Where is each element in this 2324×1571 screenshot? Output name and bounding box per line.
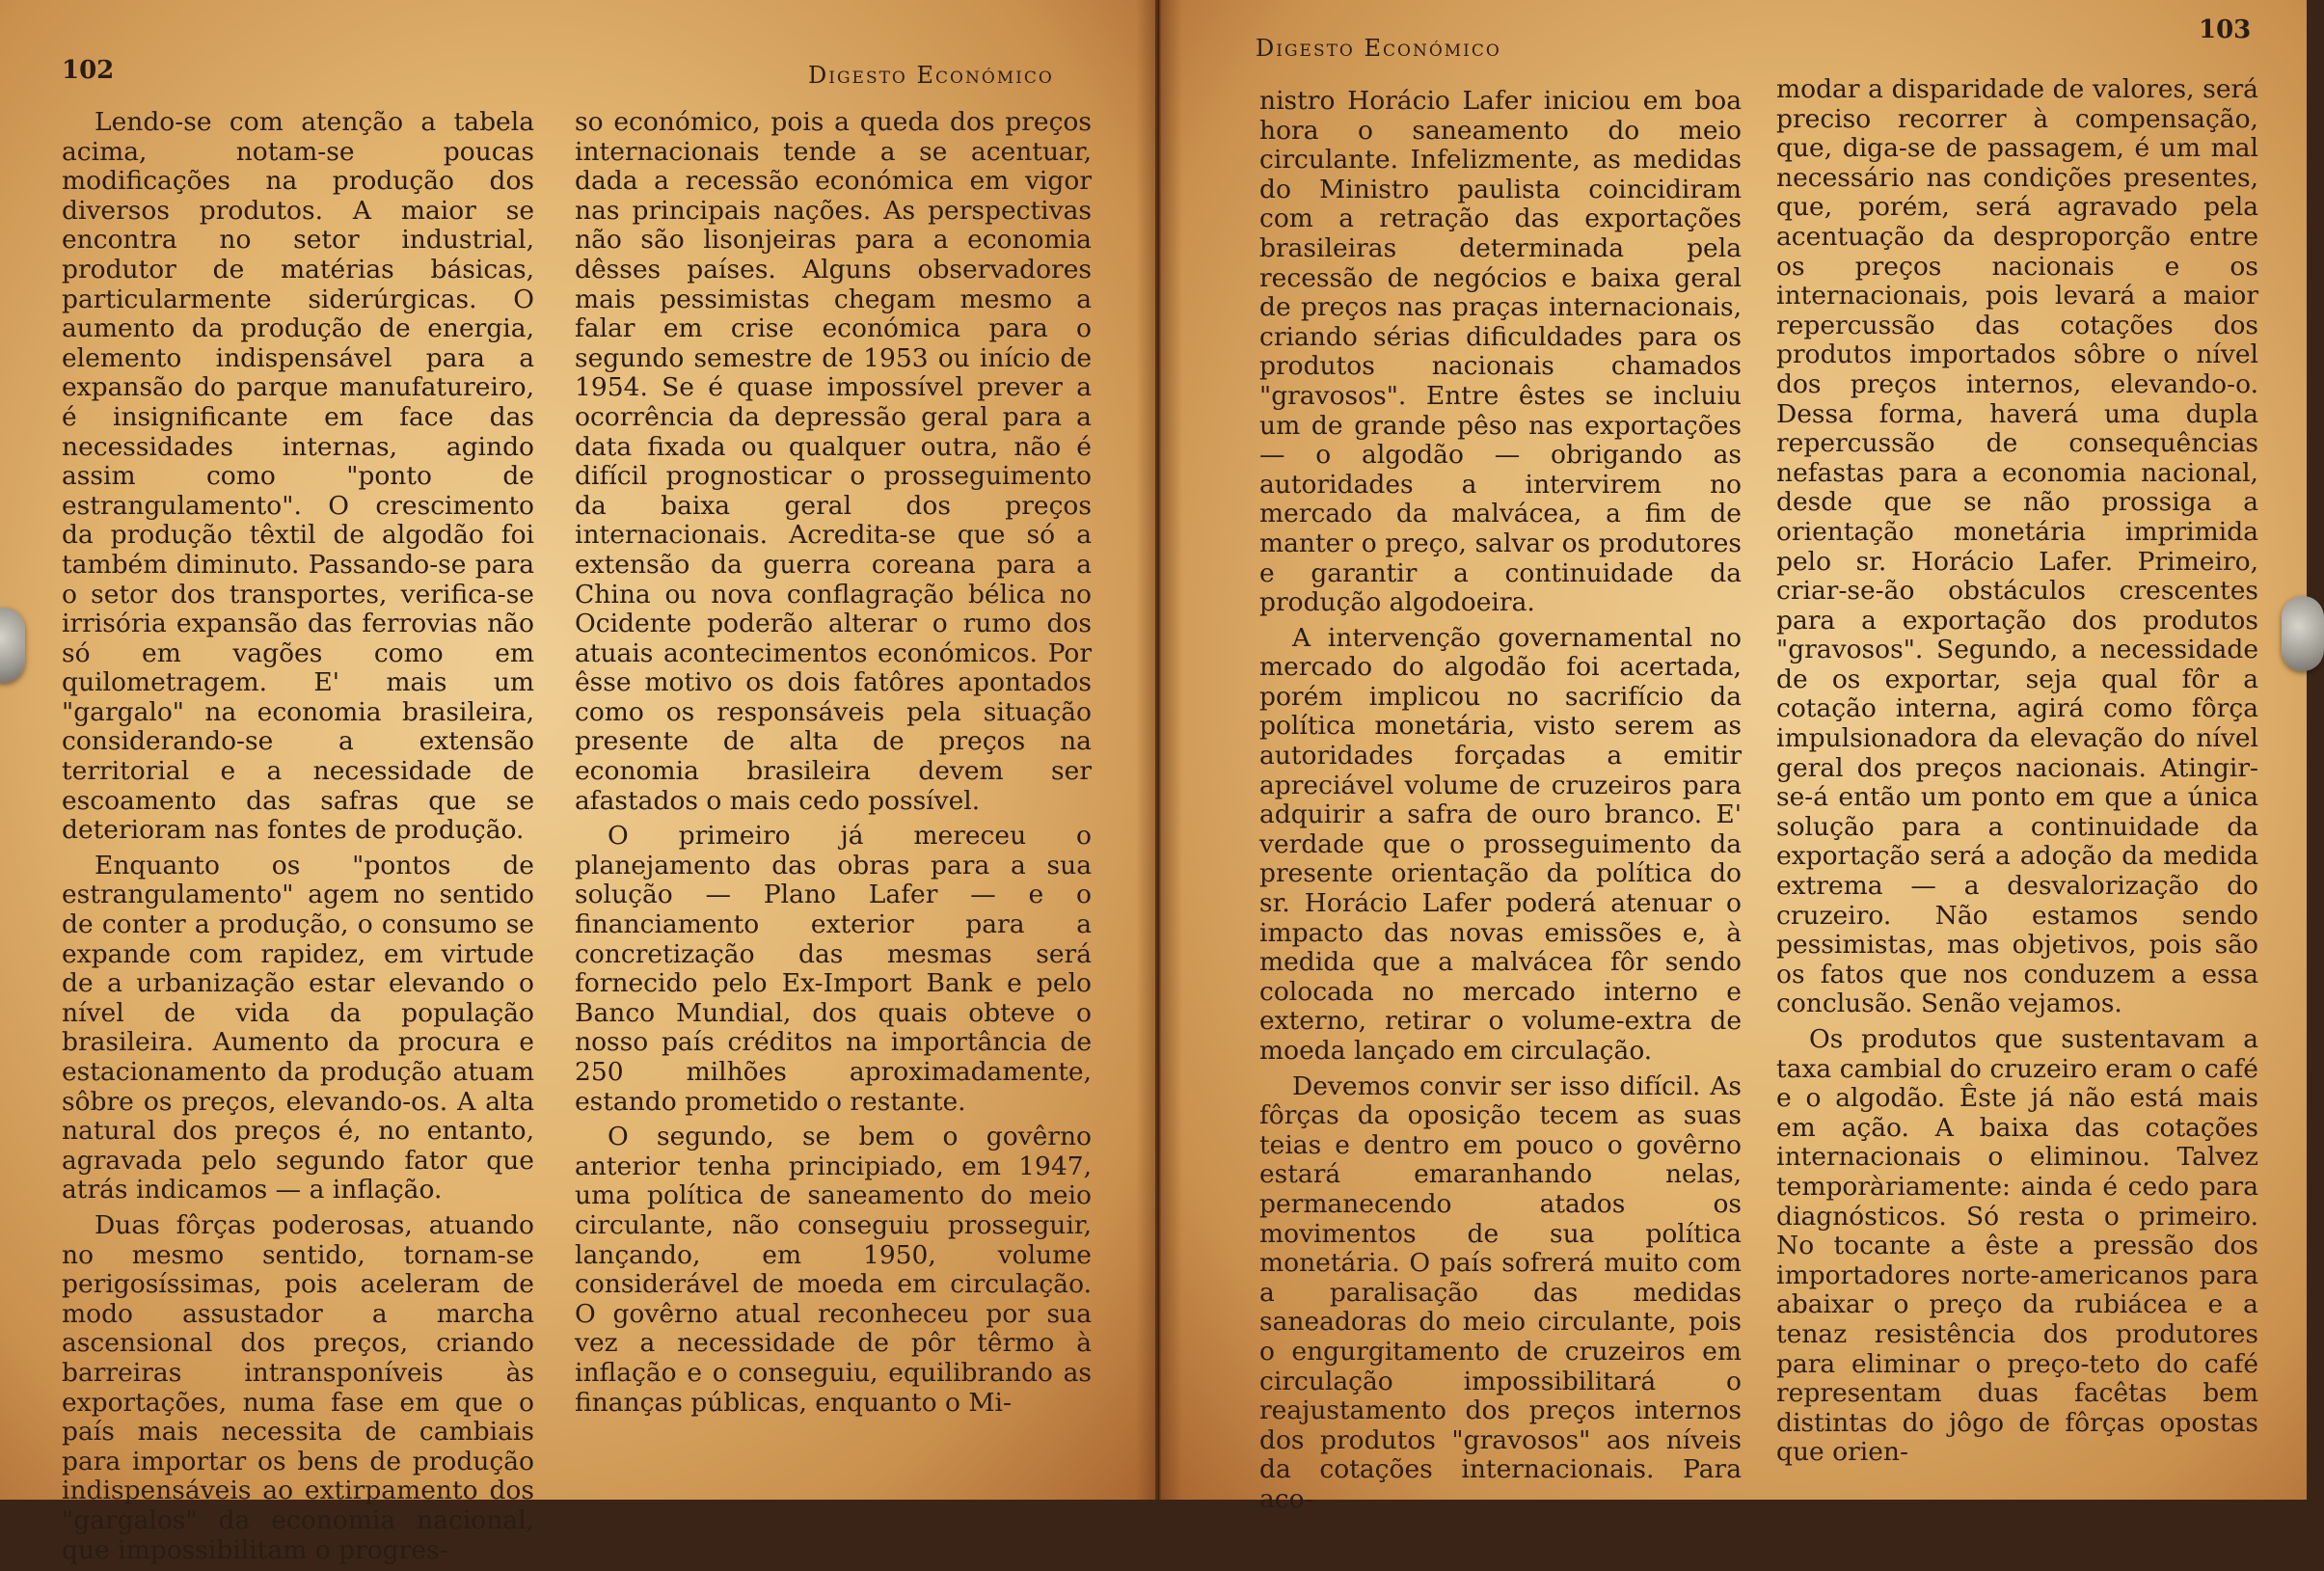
text-column-2 <box>575 108 1092 1423</box>
paragraph: so económico, pois a queda dos preços internacionais tende a se acentuar, dada a recessão económica em vigor nas principais nações. As perspectivas não são lisonjeiras para a economia dêsses países. Alguns observadores mais pessimistas chegam mesmo a falar em crise económica para o segundo semestre de 1953 ou início de 1954. Se é quase impossível prever a ocorrência da depressão geral para a data fixada ou qualquer outra, não é difícil prognosticar o prosseguimento da baixa geral dos preços internacionais. Acredita-se que só a extensão da guerra coreana para a China ou nova conflagração bélica no Ocidente poderão alterar o rumo dos atuais acontecimentos económicos. Por êsse motivo os dois fatôres apontados como os responsáveis pela situação presente de alta de preços na economia brasileira devem ser afastados o mais cedo possível. <box>575 107 1092 816</box>
running-head: Digesto Económico <box>808 62 1054 89</box>
page-number: 102 <box>62 56 115 85</box>
binder-clip-icon <box>2282 596 2324 671</box>
paragraph: Duas fôrças poderosas, atuando no mesmo sentido, tornam-se perigosíssimas, pois aceleram de modo assustador a marcha ascensional dos preços, criando barreiras intransponíveis às exportações, numa fase em que o país mais necessita de cambiais para importar os bens de produção indispensáveis ao extirpamento dos "gargalos" da economia nacional, que impossibilitam o progres- <box>62 1209 534 1565</box>
paragraph: Os produtos que sustentavam a taxa cambial do cruzeiro eram o café e o algodão. Êste já não está mais em ação. A baixa das cotações internacionais o eliminou. Talvez temporàriamente: ainda é cedo para diagnósticos. Só resta o primeiro. No tocante a êste a pressão dos importadores norte-americanos para abaixar o preço da rubiácea e a tenaz resistência dos produtores para eliminar o preço-teto do café representam duas facêtas bem distintas do jôgo de fôrças opostas que orien- <box>1776 1024 2258 1468</box>
page-number: 103 <box>2199 15 2252 44</box>
paragraph: Lendo-se com atenção a tabela acima, notam-se poucas modificações na produção dos diversos produtos. A maior se encontra no setor industrial, produtor de matérias básicas, particularmente siderúrgicas. O aumento da produção de energia, elemento indispensável para a expansão do parque manufatureiro, é insignificante em face das necessidades internas, agindo assim como "ponto de estrangulamento". O crescimento da produção têxtil de algodão foi também diminuto. Passando-se para o setor dos transportes, verifica-se irrisória expansão das ferrovias não só em vagões como em quilometragem. E' mais um "gargalo" na economia brasileira, considerando-se a extensão territorial e a necessidade de escoamento das safras que se deterioram nas fontes de produção. <box>62 107 534 846</box>
paragraph: O primeiro já mereceu o planejamento das obras para a sua solução — Plano Lafer — e o financiamento exterior para a concretização das mesmas será fornecido pelo Ex-Import Bank e pelo Banco Mundial, dos quais obteve o nosso país créditos na importância de 250 milhões aproximadamente, estando prometido o restante. <box>575 821 1092 1117</box>
running-head: Digesto Económico <box>1256 35 1501 62</box>
paragraph: Devemos convir ser isso difícil. As fôrças da oposição tecem as suas teias e dentro em pouco o govêrno estará emaranhando nelas, permanecendo atados os movimentos de sua política monetária. O país sofrerá muito com a paralisação das medidas saneadoras do meio circulante, pois o engurgitamento de cruzeiros em circulação impossibilitará o reajustamento dos preços internos dos produtos "gravosos" aos níveis da cotações internacionais. Para aco- <box>1259 1070 1742 1514</box>
text-column-1 <box>1259 87 1742 1521</box>
left-page <box>0 0 1155 1565</box>
paragraph: Enquanto os "pontos de estrangulamento" agem no sentido de conter a produção, o consumo se expande com rapidez, em virtude de a urbanização estar elevando o nível de vida da população brasileira. Aumento da procura e estacionamento da produção atuam sôbre os preços, elevando-os. A alta natural dos preços é, no entanto, agravada pelo segundo fator que atrás indicamos — a inflação. <box>62 850 534 1205</box>
paragraph: O segundo, se bem o govêrno anterior tenha principiado, em 1947, uma política de saneamento do meio circulante, não conseguiu prosseguir, lançando, em 1950, volume considerável de moeda em circulação. O govêrno atual reconheceu por sua vez a necessidade de pôr têrmo à inflação e o conseguiu, equilibrando as finanças públicas, enquanto o Mi- <box>575 1122 1092 1418</box>
text-column-2 <box>1776 75 2258 1474</box>
paragraph: A intervenção governamental no mercado do algodão foi acertada, porém implicou no sacrifício da política monetária, visto serem as autoridades forçadas a emitir apreciável volume de cruzeiros para adquirir a safra de ouro branco. E' verdade que o prosseguimento da presente orientação da política do sr. Horácio Lafer poderá atenuar o impacto das novas emissões e, à medida que a malvácea fôr sendo colocada no mercado interno e externo, retirar o volume-extra de moeda lançado em circulação. <box>1259 622 1742 1066</box>
text-column-1 <box>62 108 534 1571</box>
right-page <box>1159 0 2307 1514</box>
paragraph: modar a disparidade de valores, será preciso recorrer à compensação, que, diga-se de passagem, é um mal necessário nas condições presentes, que, porém, será agravado pela acentuação da desproporção entre os preços nacionais e os internacionais, pois levará a maior repercussão das cotações dos produtos importados sôbre o nível dos preços internos, elevando-o. Dessa forma, haverá uma dupla repercussão de consequências nefastas para a economia nacional, desde que se não prossiga a orientação monetária imprimida pelo sr. Horácio Lafer. Primeiro, criar-se-ão obstáculos crescentes para a exportação dos produtos "gravosos". Segundo, a necessidade de os exportar, seja qual fôr a cotação interna, agirá como fôrça impulsionadora da elevação do nível geral dos preços nacionais. Atingir-se-á então um ponto em que a única solução para a continuidade da exportação será a adoção da medida extrema — a desvalorização do cruzeiro. Não estamos sendo pessimistas, mas objetivos, pois são os fatos que nos conduzem a essa conclusão. Senão vejamos. <box>1776 74 2258 1019</box>
binder-clip-icon <box>0 608 25 683</box>
paragraph: nistro Horácio Lafer iniciou em boa hora o saneamento do meio circulante. Infelizmente, as medidas do Ministro paulista coincidiram com a retração das exportações brasileiras determinada pela recessão de negócios e baixa geral de preços nas praças internacionais, criando sérias dificuldades para os produtos nacionais chamados "gravosos". Entre êstes se incluiu um de grande pêso nas exportações — o algodão — obrigando as autoridades a intervirem no mercado da malvácea, a fim de manter o preço, salvar os produtores e garantir a continuidade da produção algodoeira. <box>1259 86 1742 618</box>
